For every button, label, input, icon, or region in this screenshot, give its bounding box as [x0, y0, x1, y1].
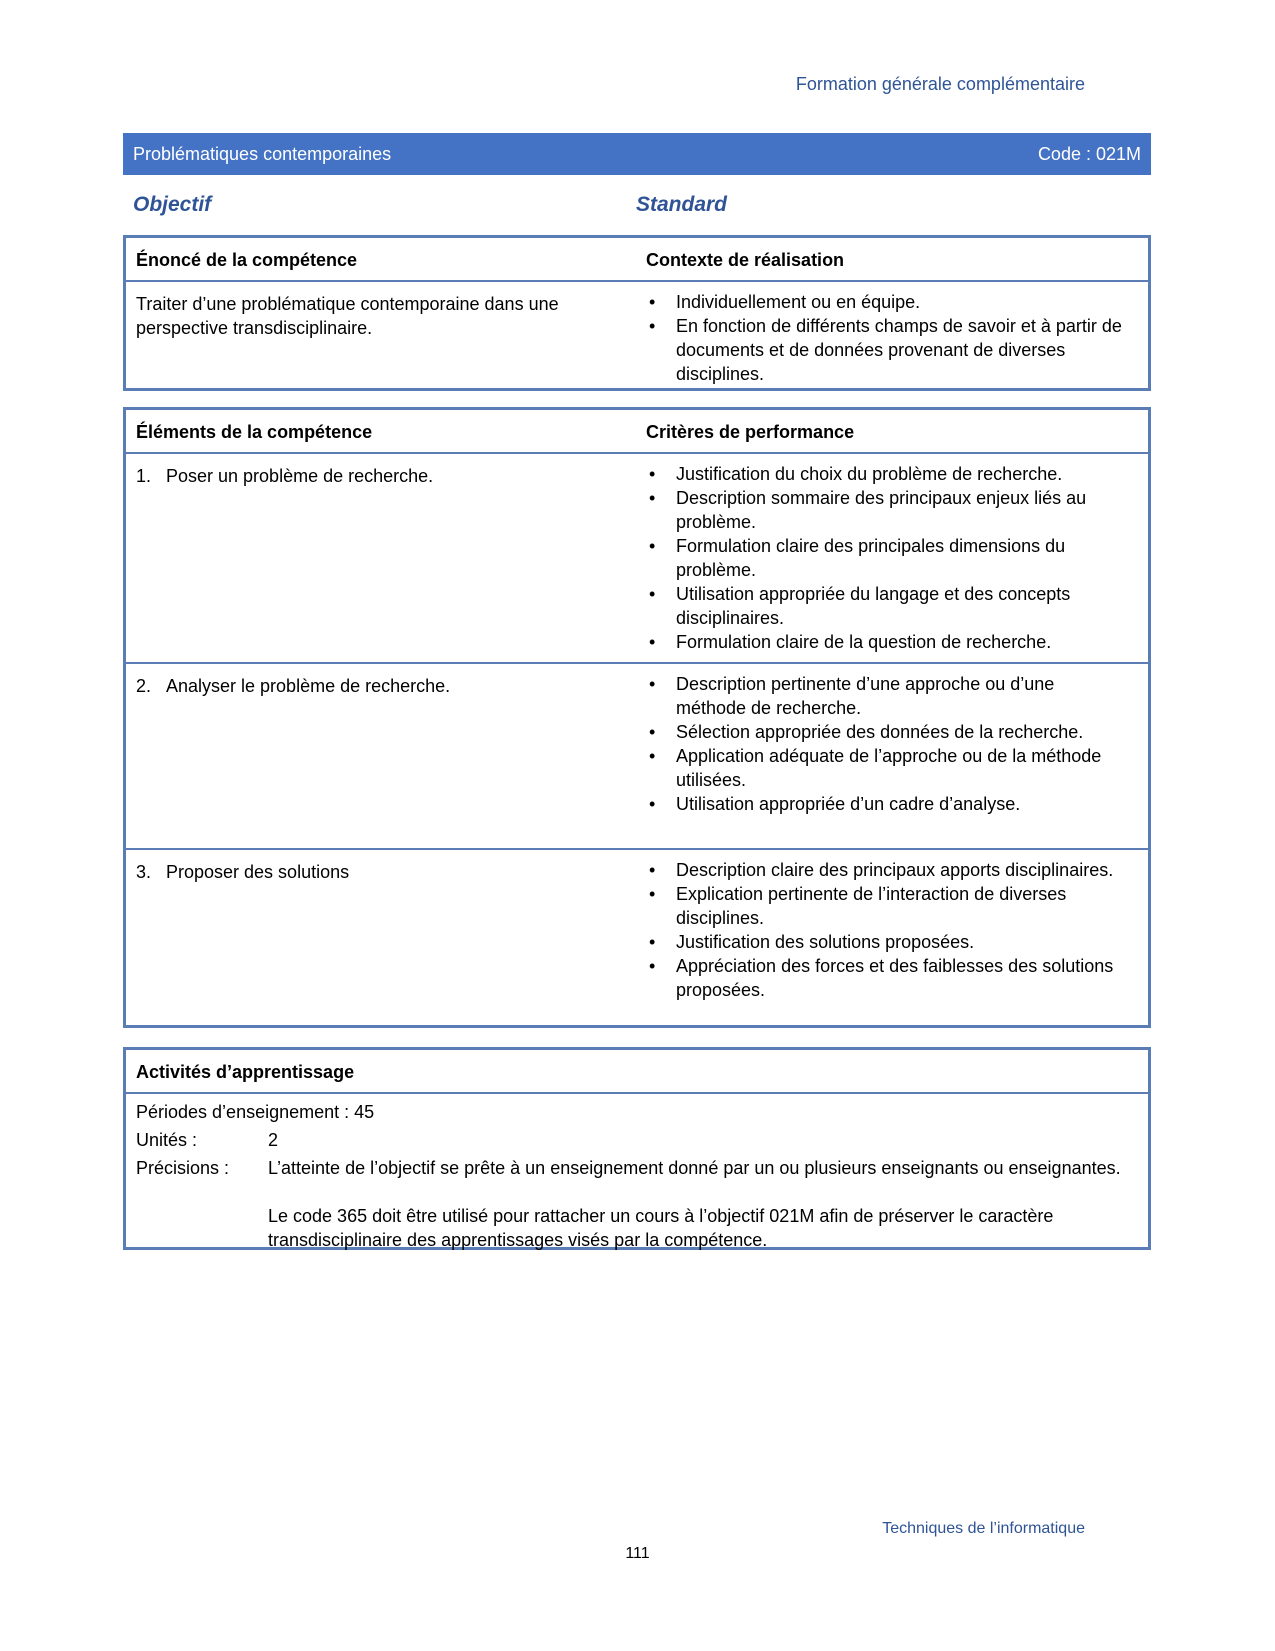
element-text — [136, 860, 626, 884]
element-row — [126, 850, 1148, 1030]
element-text — [136, 674, 626, 698]
context-heading: Contexte de réalisation — [646, 250, 845, 270]
element-number: 1. — [136, 466, 152, 486]
activities-heading: Activités d’apprentissage — [136, 1062, 355, 1082]
page-number: 111 — [625, 1545, 650, 1562]
criterion-item: • Utilisation appropriée d’un cadre d’analyse. — [646, 792, 1126, 816]
criteria-list — [646, 672, 1126, 816]
precision-text-2: Le code 365 doit être utilisé pour rattacher un cours à l’objectif 021M afin de préserver le caractère transdisciplinaire des apprentissages visés par la compétence. — [268, 1206, 1054, 1250]
criterion-item: • Justification du choix du problème de recherche. — [646, 462, 1126, 486]
elements-box — [123, 407, 1151, 1028]
criterion-item: • Description claire des principaux apports disciplinaires. — [646, 858, 1126, 882]
course-code: Code : 021M — [1037, 143, 1141, 164]
context-item: • Individuellement ou en équipe. — [646, 290, 1126, 314]
element-label: Poser un problème de recherche. — [166, 466, 434, 486]
criterion-item: • Formulation claire des principales dimensions du problème. — [646, 534, 1126, 582]
element-text — [136, 464, 626, 488]
competence-statement-heading: Énoncé de la compétence — [136, 250, 358, 270]
program-footer: Techniques de l’informatique — [882, 1520, 1085, 1537]
competence-row — [126, 282, 1148, 390]
criterion-item: • Utilisation appropriée du langage et des concepts disciplinaires. — [646, 582, 1126, 630]
precision-text-1: L’atteinte de l’objectif se prête à un enseignement donné par un ou plusieurs enseignants ou enseignantes. — [268, 1158, 1121, 1178]
context-item: • En fonction de différents champs de savoir et à partir de documents et de données provenant de diverses disciplines. — [646, 314, 1126, 386]
criterion-item: • Description sommaire des principaux enjeux liés au problème. — [646, 486, 1126, 534]
element-number: 2. — [136, 676, 152, 696]
units-label: Unités : — [136, 1130, 198, 1150]
context-list — [646, 290, 1126, 386]
course-title: Problématiques contemporaines — [133, 143, 392, 164]
periods-line — [136, 1100, 374, 1124]
criteria-list — [646, 858, 1126, 1002]
criterion-item: • Explication pertinente de l’interaction de diverses disciplines. — [646, 882, 1126, 930]
element-number: 3. — [136, 862, 152, 882]
criterion-item: • Appréciation des forces et des faiblesses des solutions proposées. — [646, 954, 1126, 1002]
criteria-list — [646, 462, 1126, 654]
competence-header — [126, 238, 1148, 282]
element-label: Proposer des solutions — [166, 862, 350, 882]
element-row — [126, 454, 1148, 664]
criterion-item: • Formulation claire de la question de recherche. — [646, 630, 1126, 654]
units-value: 2 — [268, 1130, 279, 1150]
element-label: Analyser le problème de recherche. — [166, 676, 451, 696]
element-row — [126, 664, 1148, 850]
document-section-header: Formation générale complémentaire — [795, 74, 1085, 94]
activities-row — [126, 1094, 1148, 1249]
title-bar — [123, 133, 1151, 175]
elements-header — [126, 410, 1148, 454]
periods-value: 45 — [354, 1102, 375, 1122]
competence-statement: Traiter d’une problématique contemporaine dans une perspective transdisciplinaire. — [136, 294, 559, 338]
objective-heading: Objectif — [133, 193, 212, 216]
criterion-item: • Description pertinente d’une approche ou d’une méthode de recherche. — [646, 672, 1126, 720]
standard-heading: Standard — [636, 193, 728, 216]
criteria-heading: Critères de performance — [646, 422, 855, 442]
activities-box — [123, 1047, 1151, 1250]
elements-heading: Éléments de la compétence — [136, 422, 373, 442]
criterion-item: • Application adéquate de l’approche ou de la méthode utilisées. — [646, 744, 1126, 792]
criterion-item: • Sélection appropriée des données de la recherche. — [646, 720, 1126, 744]
units-line — [136, 1128, 278, 1152]
competence-box — [123, 235, 1151, 391]
activities-header — [126, 1050, 1148, 1094]
criterion-item: • Justification des solutions proposées. — [646, 930, 1126, 954]
precisions-label: Précisions : — [136, 1158, 230, 1178]
periods-label: Périodes d’enseignement : — [136, 1102, 350, 1122]
